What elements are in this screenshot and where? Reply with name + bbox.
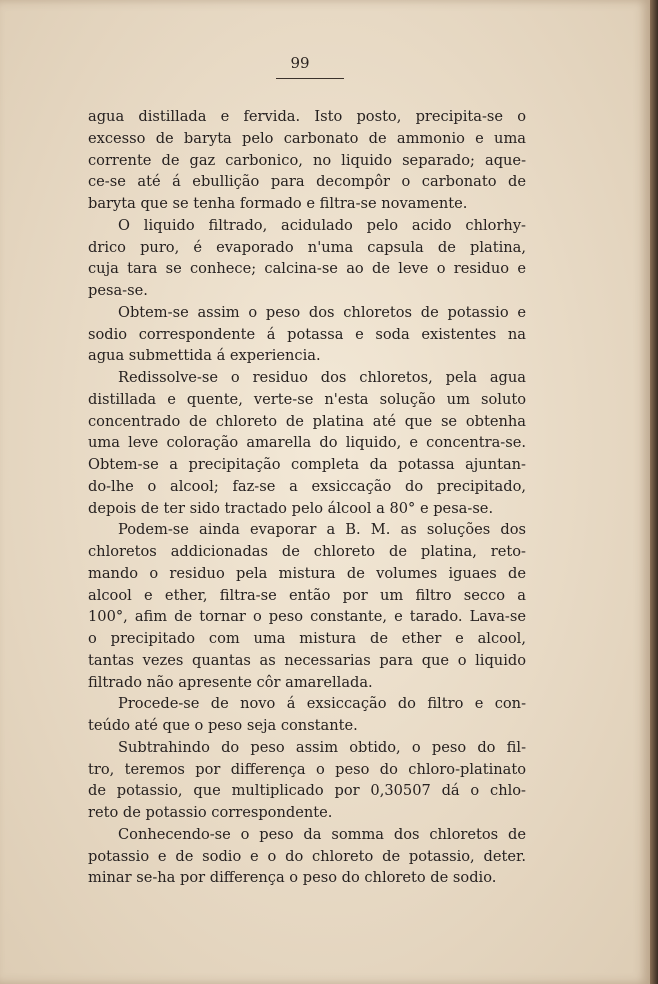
text-line: potassio e de sodio e o do chloreto de potassio, deter. <box>88 847 526 865</box>
page-edge-shadow <box>650 0 658 984</box>
text-line: pesa-se. <box>88 282 148 299</box>
text-line: drico puro, é evaporado n'uma capsula de platina, <box>88 238 526 256</box>
text-line: teúdo até que o peso seja constante. <box>88 717 358 734</box>
text-line: 100°, afim de tornar o peso constante, e tarado. Lava-se <box>88 608 526 626</box>
text-line: do-lhe o alcool; faz-se a exsiccação do precipitado, <box>88 477 526 495</box>
text-line: filtrado não apresente côr amarellada. <box>88 673 373 691</box>
text-line: de potassio, que multiplicado por 0,30507 dá o chlo- <box>88 782 526 800</box>
text-line: concentrado de chloreto de platina até que se obtenha <box>88 412 526 430</box>
text-line: cuja tara se conhece; calcina-se ao de leve o residuo e <box>88 260 526 278</box>
text-line: tantas vezes quantas as necessarias para que o liquido <box>88 651 526 669</box>
text-line: Procede-se de novo á exsiccação do filtro e con- <box>118 695 526 713</box>
text-line: Redissolve-se o residuo dos chloretos, pela agua <box>118 369 526 386</box>
text-line: Podem-se ainda evaporar a B. M. as soluções dos <box>118 521 526 539</box>
text-line: agua submettida á experiencia. <box>88 347 321 365</box>
text-line: tro, teremos por differença o peso do chloro-platinato <box>88 760 526 778</box>
text-line: corrente de gaz carbonico, no liquido separado; aque- <box>88 151 526 169</box>
text-line: ce-se até á ebullição para decompôr o carbonato de <box>88 173 526 191</box>
text-line: sodio correspondente á potassa e soda existentes na <box>88 325 526 343</box>
text-line: distillada e quente, verte-se n'esta solução um soluto <box>88 390 526 408</box>
body-text <box>88 106 526 889</box>
text-line: alcool e ether, filtra-se então por um filtro secco a <box>88 586 526 604</box>
text-line: Obtem-se assim o peso dos chloretos de potassio e <box>118 303 526 321</box>
text-line: baryta que se tenha formado e filtra-se novamente. <box>88 195 468 212</box>
text-line: O liquido filtrado, acidulado pelo acido chlorhy- <box>118 216 526 234</box>
header-rule <box>276 78 344 79</box>
text-line: excesso de baryta pelo carbonato de ammonio e uma <box>88 129 526 147</box>
text-line: agua distillada e fervida. Isto posto, precipita-se o <box>88 108 526 125</box>
text-line: uma leve coloração amarella do liquido, e concentra-se. <box>88 434 526 452</box>
text-line: chloretos addicionadas de chloreto de platina, reto- <box>88 543 526 560</box>
text-line: Obtem-se a precipitação completa da potassa ajuntan- <box>88 456 526 473</box>
text-line: Conhecendo-se o peso da somma dos chloretos de <box>118 825 526 843</box>
page-number: 99 <box>290 54 310 72</box>
text-line: mando o residuo pela mistura de volumes iguaes de <box>88 564 526 582</box>
text-line: Subtrahindo do peso assim obtido, o peso do fil- <box>118 738 526 756</box>
text-line: o precipitado com uma mistura de ether e alcool, <box>88 630 526 647</box>
text-line: depois de ter sido tractado pelo álcool a 80° e pesa-se. <box>88 499 494 517</box>
text-line: reto de potassio correspondente. <box>88 804 333 821</box>
text-line: minar se-ha por differença o peso do chloreto de sodio. <box>88 869 497 887</box>
